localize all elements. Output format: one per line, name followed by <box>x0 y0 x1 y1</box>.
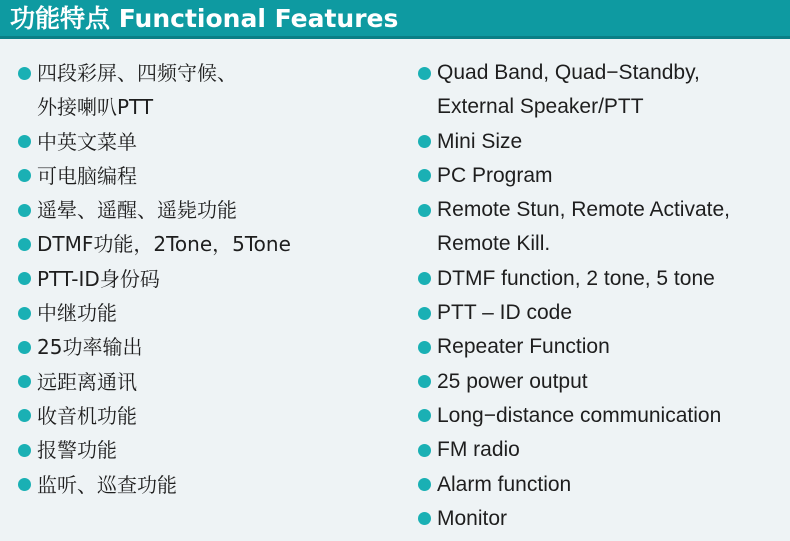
english-feature-text: Remote Kill. <box>437 232 551 256</box>
english-feature-item <box>418 365 783 399</box>
bullet-icon <box>418 444 431 457</box>
bullet-icon <box>18 67 31 80</box>
chinese-feature-item <box>18 159 398 193</box>
chinese-feature-item <box>18 227 398 261</box>
chinese-feature-text: 中英文菜单 <box>37 129 137 154</box>
chinese-feature-item <box>18 365 398 399</box>
bullet-icon <box>418 341 431 354</box>
chinese-feature-text: 监听、巡查功能 <box>37 472 177 497</box>
chinese-feature-item <box>18 125 398 159</box>
chinese-feature-item <box>18 262 398 296</box>
chinese-feature-text: 中继功能 <box>37 301 117 326</box>
chinese-feature-text: 外接喇叭PTT <box>37 95 154 120</box>
chinese-feature-text: 遥晕、遥醒、遥毙功能 <box>37 198 237 223</box>
english-feature-text: Monitor <box>437 506 508 530</box>
bullet-icon <box>18 307 31 320</box>
english-feature-text: Alarm function <box>437 472 572 496</box>
chinese-feature-item <box>18 296 398 330</box>
english-feature-text: FM radio <box>437 438 520 462</box>
english-feature-text: External Speaker/PTT <box>437 95 644 119</box>
bullet-icon <box>18 409 31 422</box>
english-feature-item <box>418 262 783 296</box>
chinese-feature-item <box>18 330 398 364</box>
chinese-feature-text: DTMF功能，2Tone，5Tone <box>37 232 291 257</box>
bullet-icon <box>18 375 31 388</box>
bullet-icon <box>418 169 431 182</box>
english-feature-item <box>418 296 783 330</box>
bullet-icon <box>418 375 431 388</box>
chinese-feature-item <box>18 468 398 502</box>
feature-list-chinese <box>18 56 398 502</box>
english-feature-item <box>418 502 783 536</box>
english-feature-item <box>418 159 783 193</box>
english-feature-item <box>418 399 783 433</box>
english-feature-text: Long−distance communication <box>437 403 722 427</box>
english-feature-item <box>418 56 783 125</box>
bullet-icon <box>18 135 31 148</box>
bullet-icon <box>18 444 31 457</box>
bullet-icon <box>18 238 31 251</box>
feature-list-english <box>418 56 783 536</box>
bullet-icon <box>418 478 431 491</box>
english-feature-text: Quad Band, Quad−Standby, <box>437 61 700 84</box>
chinese-feature-item <box>18 193 398 227</box>
chinese-feature-text: 远距离通讯 <box>37 369 137 394</box>
english-feature-item <box>418 468 783 502</box>
chinese-feature-item <box>18 56 398 125</box>
english-feature-text: PTT – ID code <box>437 301 573 325</box>
section-title: 功能特点 Functional Features <box>10 4 399 33</box>
bullet-icon <box>418 67 431 80</box>
english-feature-text: Mini Size <box>437 129 523 153</box>
bullet-icon <box>18 341 31 354</box>
bullet-icon <box>18 169 31 182</box>
english-feature-text: PC Program <box>437 163 553 187</box>
chinese-feature-text: 可电脑编程 <box>37 163 137 188</box>
bullet-icon <box>418 135 431 148</box>
english-feature-text: Remote Stun, Remote Activate, <box>437 198 730 222</box>
english-feature-item <box>418 330 783 364</box>
english-feature-text: DTMF function, 2 tone, 5 tone <box>437 266 715 290</box>
english-feature-item <box>418 193 783 262</box>
bullet-icon <box>418 512 431 525</box>
chinese-feature-text: 报警功能 <box>37 438 117 463</box>
english-feature-item <box>418 433 783 467</box>
bullet-icon <box>418 307 431 320</box>
bullet-icon <box>18 272 31 285</box>
bullet-icon <box>418 272 431 285</box>
english-feature-text: 25 power output <box>437 369 588 393</box>
english-feature-item <box>418 125 783 159</box>
chinese-feature-item <box>18 433 398 467</box>
bullet-icon <box>18 204 31 217</box>
bullet-icon <box>18 478 31 491</box>
bullet-icon <box>418 409 431 422</box>
chinese-feature-text: 25功率输出 <box>37 335 143 360</box>
section-header <box>0 0 790 39</box>
chinese-feature-text: PTT-ID身份码 <box>37 266 160 291</box>
bullet-icon <box>418 204 431 217</box>
chinese-feature-item <box>18 399 398 433</box>
english-feature-text: Repeater Function <box>437 335 610 359</box>
chinese-feature-text: 收音机功能 <box>37 403 137 428</box>
chinese-feature-text: 四段彩屏、四频守候、 <box>37 61 237 85</box>
